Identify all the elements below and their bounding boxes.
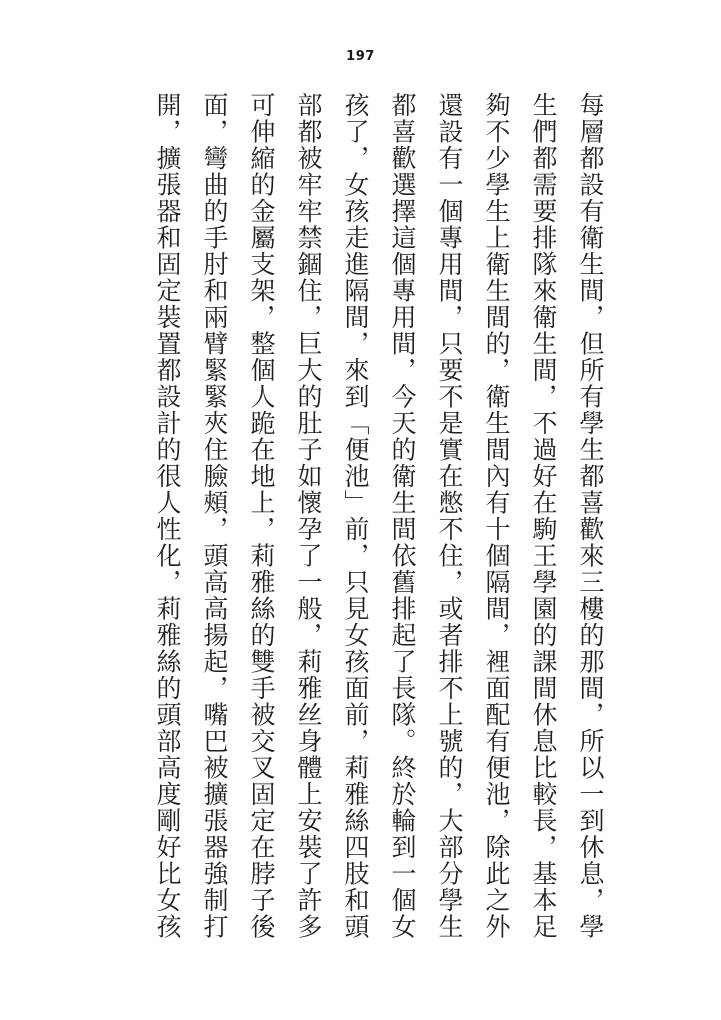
text-column-9: 面，彎曲的手肘和兩臂緊緊夾住臉頰，頭高高揚起，嘴巴被擴張器強制打	[200, 92, 227, 940]
text-column-4: 還設有一個專用間，只要不是實在憋不住，或者排不上號的，大部分學生	[435, 92, 462, 940]
text-column-5: 都喜歡選擇這個專用間，今天的衛生間依舊排起了長隊。終於輪到一個女	[388, 92, 415, 940]
text-column-3: 夠不少學生上衛生間的，衛生間內有十個隔間，裡面配有便池，除此之外	[482, 92, 509, 940]
text-column-2: 生們都需要排隊來衛生間，不過好在駒王學園的課間休息比較長，基本足	[529, 92, 556, 940]
page-number: 197	[346, 49, 375, 64]
text-column-1: 每層都設有衛生間，但所有學生都喜歡來三樓的那間，所以一到休息，學	[576, 92, 603, 940]
text-column-6: 孩了，女孩走進隔間，來到「便池」前，只見女孩面前，莉雅絲四肢和頭	[341, 92, 368, 940]
vertical-text-block	[143, 92, 613, 942]
text-column-10: 開，擴張器和固定裝置都設計的很人性化，莉雅絲的頭部高度剛好比女孩	[153, 92, 180, 940]
text-column-8: 可伸縮的金屬支架，整個人跪在地上，莉雅絲的雙手被交叉固定在脖子後	[247, 92, 274, 940]
text-column-7: 部都被牢牢禁錮住，巨大的肚子如懷孕了一般，莉雅丝身體上安裝了許多	[294, 92, 321, 940]
